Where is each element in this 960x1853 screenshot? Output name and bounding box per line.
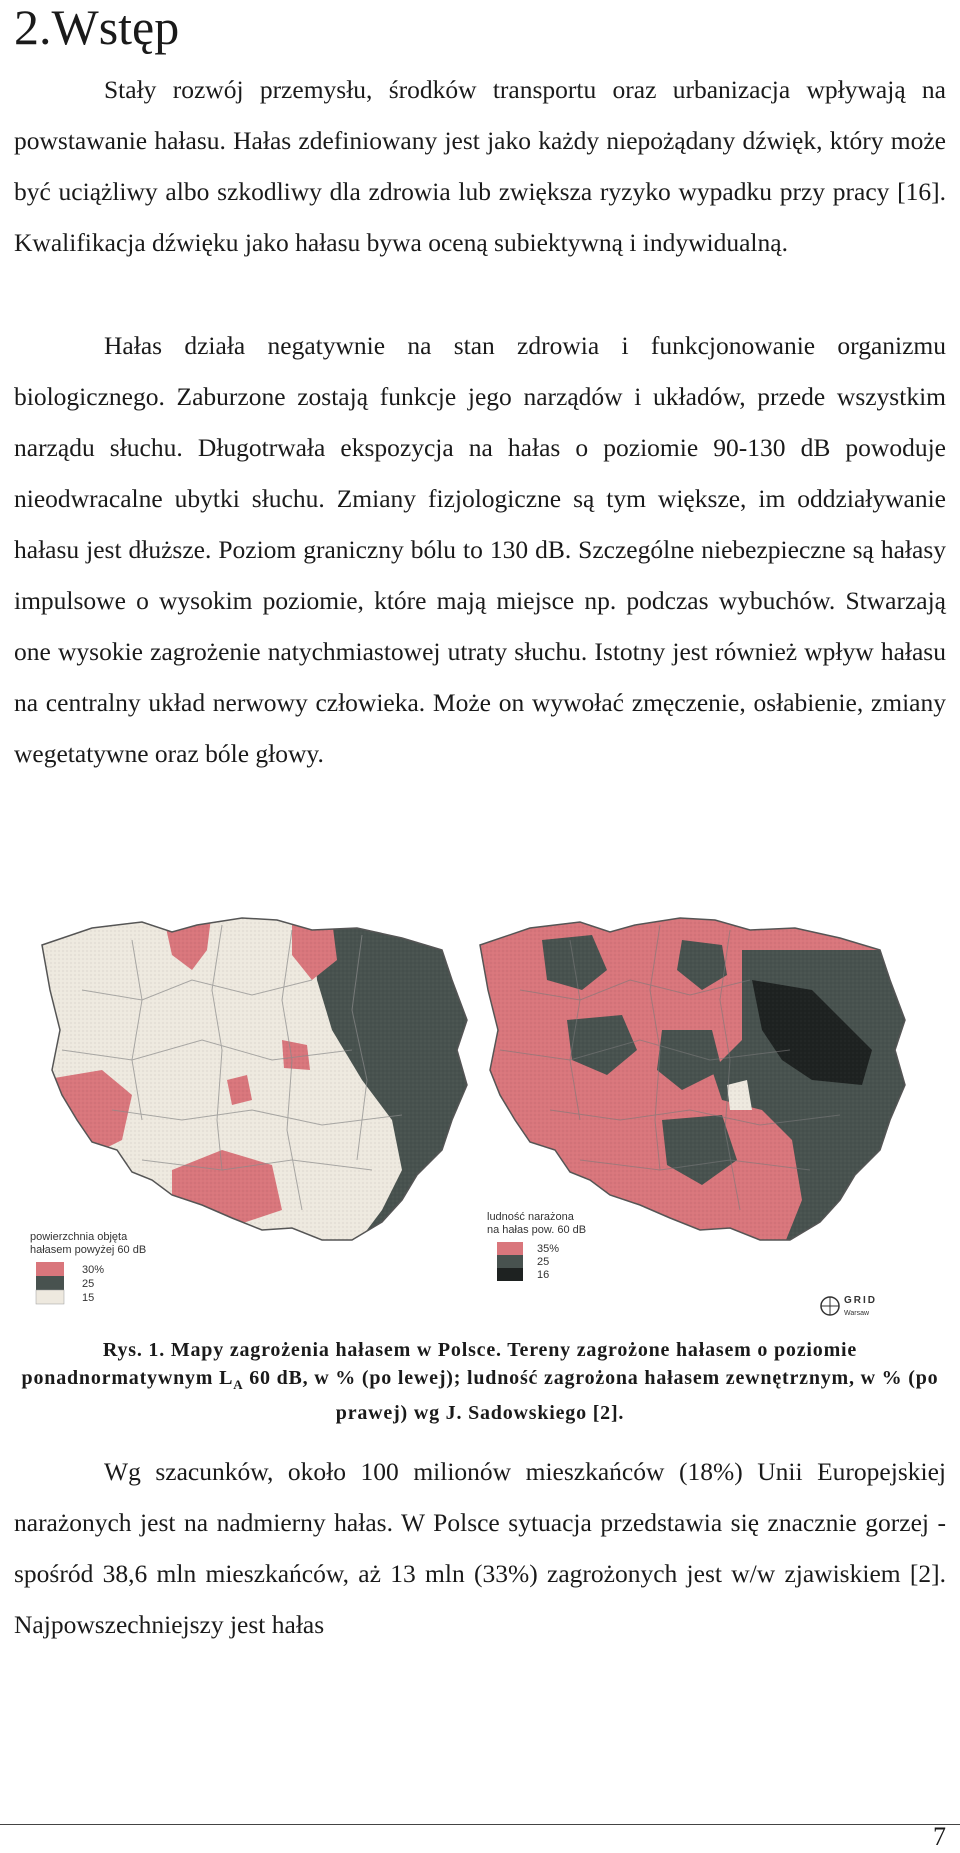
- figure-noise-maps: [22, 910, 938, 1320]
- left-legend-title-1: powierzchnia objęta: [30, 1231, 128, 1243]
- grid-logo-text: GRID: [844, 1295, 877, 1306]
- left-legend-label-2: 25: [82, 1278, 95, 1290]
- page-number: 7: [933, 1822, 946, 1851]
- right-legend-label-2: 25: [537, 1256, 550, 1268]
- noise-maps-image: [22, 910, 938, 1320]
- footer-rule: [0, 1824, 960, 1825]
- left-legend-swatch-3: [36, 1290, 64, 1304]
- caption-subscript: A: [233, 1377, 244, 1392]
- left-legend-label-3: 15: [82, 1292, 95, 1304]
- right-legend-title-2: na hałas pow. 60 dB: [487, 1224, 587, 1236]
- left-legend-title-2: hałasem powyżej 60 dB: [30, 1244, 147, 1256]
- left-legend-swatch-1: [36, 1262, 64, 1276]
- right-legend-swatch-3: [497, 1268, 523, 1281]
- right-legend-title-1: ludność narażona: [487, 1211, 574, 1223]
- figure-caption: [14, 1336, 946, 1427]
- grid-logo: [821, 1295, 877, 1317]
- caption-part-2: 60 dB, w % (po lewej); ludność zagrożona hałasem zewnętrznym, w % (po prawej) wg J. Sadowskiego [2].: [243, 1367, 939, 1424]
- right-map-legend: [487, 1211, 586, 1281]
- right-legend-label-3: 16: [537, 1269, 550, 1281]
- right-legend-swatch-1: [497, 1242, 523, 1255]
- section-heading: 2.Wstęp: [14, 0, 180, 55]
- right-legend-swatch-2: [497, 1255, 523, 1268]
- left-legend-label-1: 30%: [82, 1264, 105, 1276]
- left-map: [22, 910, 482, 1304]
- paragraph-2: Hałas działa negatywnie na stan zdrowia i funkcjonowanie organizmu biologicznego. Zaburzone zostają funkcje jego narządów i układów, przede wszystkim narządu słuchu. Długotrwała ekspozycja na hałas o poziomie 90-130 dB powoduje nieodwracalne ubytki słuchu. Zmiany fizjologiczne są tym większe, im oddziaływanie hałasu jest dłuższe. Poziom graniczny bólu to 130 dB. Szczególne niebezpieczne są hałasy impulsowe o wysokim poziomie, które mają miejsce np. podczas wybuchów. Stwarzają one wysokie zagrożenie natychmiastowej utraty słuchu. Istotny jest również wpływ hałasu na centralny układ nerwowy człowieka. Może on wywołać zmęczenie, osłabienie, zmiany wegetatywne oraz bóle głowy.: [14, 331, 946, 768]
- paragraph-1: Stały rozwój przemysłu, środków transportu oraz urbanizacja wpływają na powstawanie hałasu. Hałas zdefiniowany jest jako każdy niepożądany dźwięk, który może być uciążliwy albo szkodliwy dla zdrowia lub zwiększa ryzyko wypadku przy pracy [16]. Kwalifikacja dźwięku jako hałasu bywa oceną subiektywną i indywidualną.: [14, 75, 946, 257]
- right-map: [472, 910, 938, 1317]
- right-legend-label-1: 35%: [537, 1243, 560, 1255]
- paragraph-3: Wg szacunków, około 100 milionów mieszkańców (18%) Unii Europejskiej narażonych jest na nadmierny hałas. W Polsce sytuacja przedstawia się znacznie gorzej - spośród 38,6 mln mieszkańców, aż 13 mln (33%) zagrożonych jest w/w zjawiskiem [2]. Najpowszechniejszy jest hałas: [14, 1457, 946, 1639]
- caption-part-1: Rys. 1. Mapy zagrożenia hałasem w Polsce. Tereny zagrożone hałasem o poziomie ponadnormatywnym L: [21, 1339, 858, 1389]
- left-legend-swatch-2: [36, 1276, 64, 1290]
- grid-logo-subtext: Warsaw: [844, 1310, 870, 1317]
- left-map-legend: [30, 1231, 146, 1304]
